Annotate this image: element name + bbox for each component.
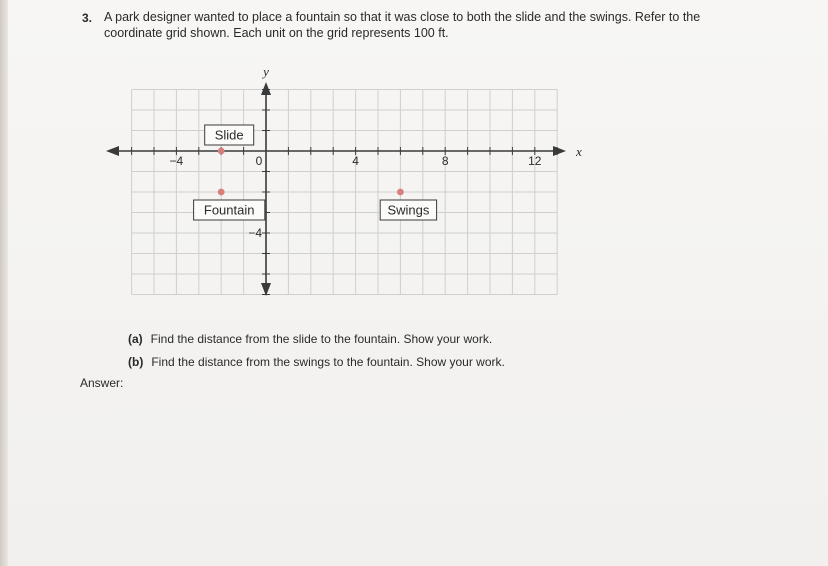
part-a [128, 332, 492, 346]
x-axis-label: x [576, 143, 582, 159]
x-axis-arrow-right [553, 146, 566, 156]
part-b-label: (b) [128, 355, 144, 369]
x-tick-label: 4 [352, 154, 359, 168]
point-fountain [218, 189, 225, 196]
x-tick-label: 0 [255, 154, 263, 168]
part-b [128, 355, 505, 369]
y-axis-label: y [263, 64, 269, 79]
axes [106, 64, 582, 296]
point-label-swings: Swings [387, 202, 430, 218]
answer-label: Answer: [80, 376, 124, 390]
point-label-fountain: Fountain [203, 202, 255, 218]
x-tick-label: −4 [169, 154, 184, 168]
point-slide [218, 148, 225, 155]
x-tick-label: 12 [528, 154, 542, 168]
part-a-label: (a) [128, 332, 143, 346]
part-b-text: Find the distance from the swings to the fountain. Show your work. [151, 355, 505, 369]
question-line-2: coordinate grid shown. Each unit on the grid represents 100 ft. [104, 26, 449, 40]
x-axis-arrow-left [106, 146, 119, 156]
point-label-slide: Slide [214, 127, 244, 143]
x-tick-label: 8 [441, 154, 449, 168]
question-number: 3. [82, 11, 93, 25]
y-axis-arrow-up [261, 82, 271, 95]
question-line-1: A park designer wanted to place a fountain so that it was close to both the slide and the swings. Refer to the [104, 10, 701, 24]
part-a-text: Find the distance from the slide to the fountain. Show your work. [150, 332, 493, 346]
point-swings [397, 189, 404, 196]
y-tick-label: −4 [248, 226, 262, 240]
grid-lines [132, 90, 558, 295]
